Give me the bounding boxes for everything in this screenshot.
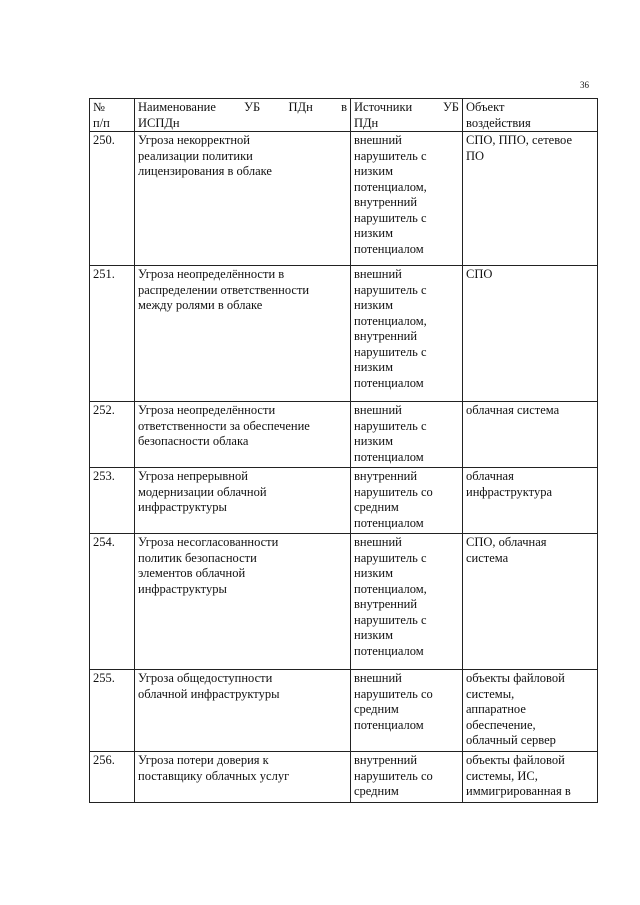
row-number: 250. — [90, 132, 135, 266]
text-line: СПО, облачная — [466, 535, 547, 549]
text-line: нарушитель со — [354, 484, 433, 499]
threat-name — [135, 266, 351, 402]
text-line: система — [466, 550, 509, 565]
header-name — [135, 99, 351, 132]
threat-name — [135, 402, 351, 468]
header-source-line: Источники УБ — [354, 100, 459, 114]
text-line: потенциалом, — [354, 581, 427, 596]
threat-source — [351, 132, 463, 266]
header-source — [351, 99, 463, 132]
text-line: СПО — [466, 267, 493, 281]
text-line: внешний — [354, 535, 402, 549]
text-line: облачная — [466, 469, 514, 483]
text-line: инфраструктуры — [138, 581, 227, 596]
row-number: 256. — [90, 752, 135, 803]
threat-object — [463, 132, 598, 266]
threat-object — [463, 752, 598, 803]
text-line: внутренний — [354, 329, 418, 343]
text-line: Угроза некорректной — [138, 133, 250, 147]
table-row — [90, 752, 598, 803]
table-row — [90, 468, 598, 534]
text-line: внешний — [354, 133, 402, 147]
text-line: облачная система — [466, 403, 560, 417]
threat-object — [463, 670, 598, 752]
threat-name — [135, 132, 351, 266]
threat-source — [351, 534, 463, 670]
text-line: низким — [354, 298, 393, 312]
text-line: потенциалом — [354, 375, 424, 390]
threat-object — [463, 468, 598, 534]
text-line: нарушитель со — [354, 768, 433, 783]
text-line: реализации политики — [138, 148, 253, 163]
text-line: низким — [354, 226, 393, 240]
threat-object — [463, 266, 598, 402]
header-object-line: воздействия — [466, 115, 531, 130]
row-number: 252. — [90, 402, 135, 468]
text-line: средним — [354, 702, 399, 716]
text-line: нарушитель с — [354, 418, 427, 433]
text-line: модернизации облачной — [138, 484, 267, 499]
header-num-line: п/п — [93, 115, 110, 130]
text-line: средним — [354, 784, 399, 798]
text-line: Угроза общедоступности — [138, 671, 273, 685]
threats-table — [89, 98, 598, 803]
text-line: инфраструктура — [466, 484, 553, 499]
threat-source — [351, 468, 463, 534]
text-line: облачной инфраструктуры — [138, 686, 280, 701]
threat-object — [463, 534, 598, 670]
text-line: нарушитель с — [354, 210, 427, 225]
text-line: объекты файловой — [466, 671, 565, 685]
text-line: ПО — [466, 148, 485, 163]
text-line: элементов облачной — [138, 566, 246, 580]
header-object-line: Объект — [466, 100, 505, 114]
text-line: внешний — [354, 267, 402, 281]
threat-name — [135, 752, 351, 803]
text-line: Угроза потери доверия к — [138, 753, 269, 767]
text-line: внешний — [354, 403, 402, 417]
text-line: Угроза неопределённости — [138, 403, 276, 417]
text-line: безопасности облака — [138, 434, 249, 448]
text-line: обеспечение, — [466, 717, 536, 732]
text-line: облачный сервер — [466, 733, 556, 747]
text-line: внутренний — [354, 753, 418, 767]
text-line: низким — [354, 434, 393, 448]
text-line: внутренний — [354, 195, 418, 209]
text-line: потенциалом — [354, 717, 424, 732]
text-line: системы, — [466, 686, 515, 701]
threat-source — [351, 670, 463, 752]
text-line: Угроза неопределённости в — [138, 267, 285, 281]
text-line: потенциалом — [354, 643, 424, 658]
text-line: нарушитель с — [354, 344, 427, 359]
threat-source — [351, 402, 463, 468]
text-line: нарушитель с — [354, 282, 427, 297]
text-line: средним — [354, 500, 399, 514]
row-number: 255. — [90, 670, 135, 752]
row-number: 254. — [90, 534, 135, 670]
header-name-line: ИСПДн — [138, 115, 180, 130]
text-line: нарушитель с — [354, 550, 427, 565]
text-line: инфраструктуры — [138, 500, 227, 514]
text-line: распределении ответственности — [138, 282, 310, 297]
threat-source — [351, 752, 463, 803]
text-line: низким — [354, 566, 393, 580]
header-name-line: Наименование УБ ПДн в — [138, 100, 347, 114]
text-line: объекты файловой — [466, 753, 565, 767]
table-row — [90, 132, 598, 266]
header-num — [90, 99, 135, 132]
threat-name — [135, 670, 351, 752]
header-num-line: № — [93, 100, 105, 114]
text-line: внутренний — [354, 597, 418, 611]
text-line: нарушитель с — [354, 148, 427, 163]
text-line: низким — [354, 360, 393, 374]
table-row — [90, 266, 598, 402]
text-line: потенциалом, — [354, 313, 427, 328]
threat-name — [135, 534, 351, 670]
text-line: низким — [354, 628, 393, 642]
text-line: политик безопасности — [138, 550, 257, 565]
text-line: иммигрированная в — [466, 784, 571, 798]
threat-source — [351, 266, 463, 402]
text-line: нарушитель со — [354, 686, 433, 701]
text-line: нарушитель с — [354, 612, 427, 627]
text-line: потенциалом — [354, 449, 424, 464]
row-number: 251. — [90, 266, 135, 402]
text-line: потенциалом, — [354, 179, 427, 194]
text-line: СПО, ППО, сетевое — [466, 133, 572, 147]
text-line: потенциалом — [354, 515, 424, 530]
text-line: аппаратное — [466, 702, 526, 716]
header-source-line: ПДн — [354, 115, 379, 130]
page-number: 36 — [580, 80, 589, 90]
text-line: внутренний — [354, 469, 418, 483]
threat-name — [135, 468, 351, 534]
table-row — [90, 670, 598, 752]
table-row — [90, 534, 598, 670]
header-object — [463, 99, 598, 132]
text-line: системы, ИС, — [466, 768, 538, 783]
text-line: поставщику облачных услуг — [138, 768, 290, 783]
text-line: низким — [354, 164, 393, 178]
text-line: ответственности за обеспечение — [138, 418, 310, 433]
row-number: 253. — [90, 468, 135, 534]
text-line: между ролями в облаке — [138, 298, 263, 312]
text-line: Угроза несогласованности — [138, 535, 279, 549]
text-line: внешний — [354, 671, 402, 685]
text-line: потенциалом — [354, 241, 424, 256]
text-line: лицензирования в облаке — [138, 164, 272, 178]
text-line: Угроза непрерывной — [138, 469, 248, 483]
table-row — [90, 402, 598, 468]
threat-object — [463, 402, 598, 468]
header-row — [90, 99, 598, 132]
